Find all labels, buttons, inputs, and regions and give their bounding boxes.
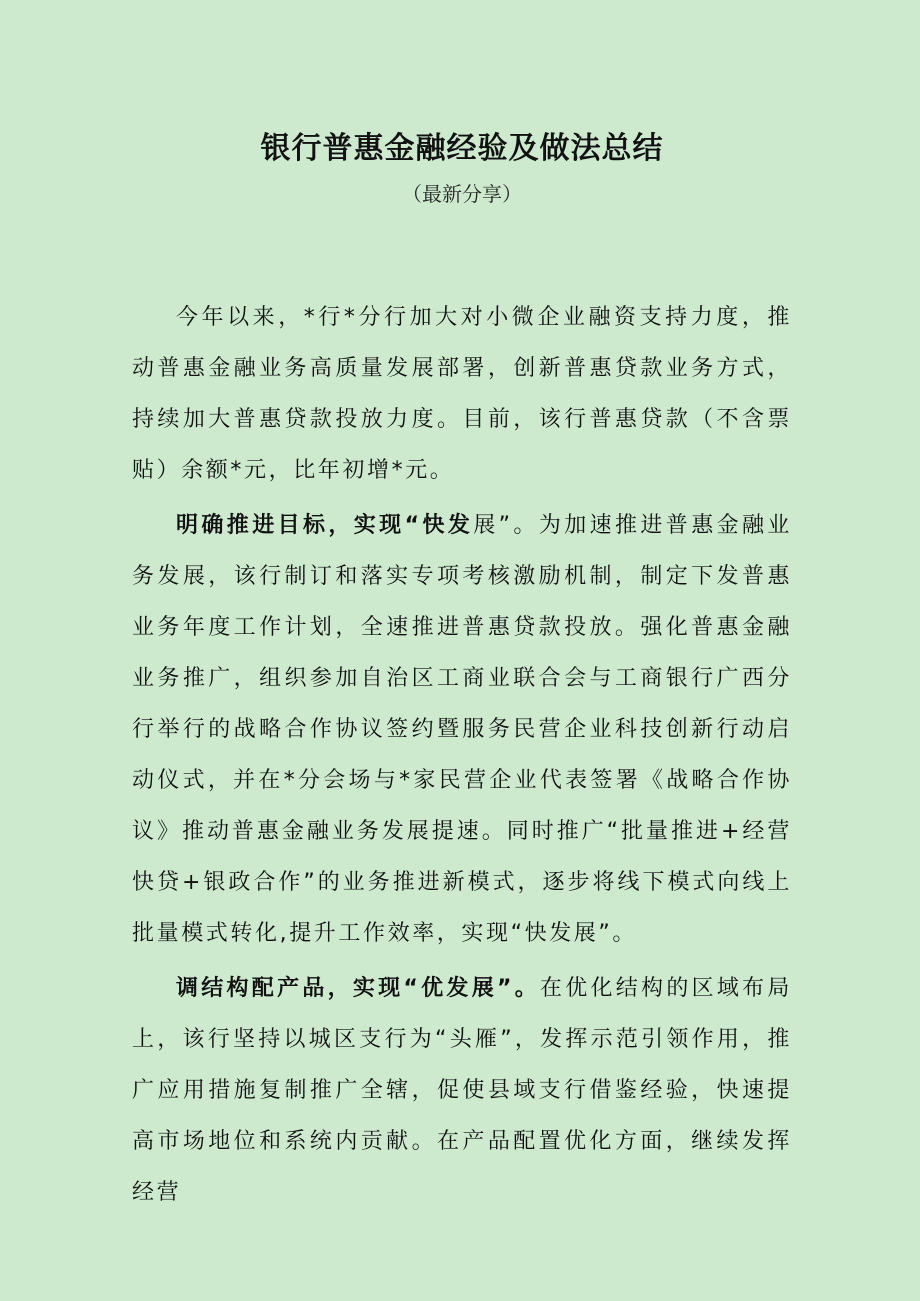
paragraph-lead: 明确推进目标，实现“快发 — [176, 513, 474, 538]
paragraph-lead: 调结构配产品，实现“优发展”。 — [176, 976, 540, 1001]
paragraph-text: 在优化结构的区域布局上，该行坚持以城区支行为“头雁”，发挥示范引领作用，推广应用措施复制推广全辖，促使县域支行借鉴经验，快速提高市场地位和系统内贡献。在产品配置优化方面，继续发挥经营 — [132, 976, 792, 1205]
document-subtitle: （最新分享） — [402, 182, 522, 206]
paragraph-fast-development — [132, 500, 792, 959]
document-body — [132, 292, 792, 1218]
document-title: 银行普惠金融经验及做法总结 — [260, 131, 664, 166]
paragraph-text: 今年以来，*行*分行加大对小微企业融资支持力度，推动普惠金融业务高质量发展部署，创新普惠贷款业务方式，持续加大普惠贷款投放力度。目前，该行普惠贷款（不含票贴）余额*元，比年初增*元。 — [132, 305, 792, 483]
paragraph-optimal-development — [132, 963, 792, 1218]
paragraph-intro — [132, 292, 792, 496]
paragraph-text: 展”。为加速推进普惠金融业务发展，该行制订和落实专项考核激励机制，制定下发普惠业务年度工作计划，全速推进普惠贷款投放。强化普惠金融业务推广，组织参加自治区工商业联合会与工商银行广西分行举行的战略合作协议签约暨服务民营企业科技创新行动启动仪式，并在*分会场与*家民营企业代表签署《战略合作协议》推动普惠金融业务发展提速。同时推广“批量推进+经营快贷+银政合作”的业务推进新模式，逐步将线下模式向线上批量模式转化,提升工作效率，实现“快发展”。 — [132, 513, 792, 946]
